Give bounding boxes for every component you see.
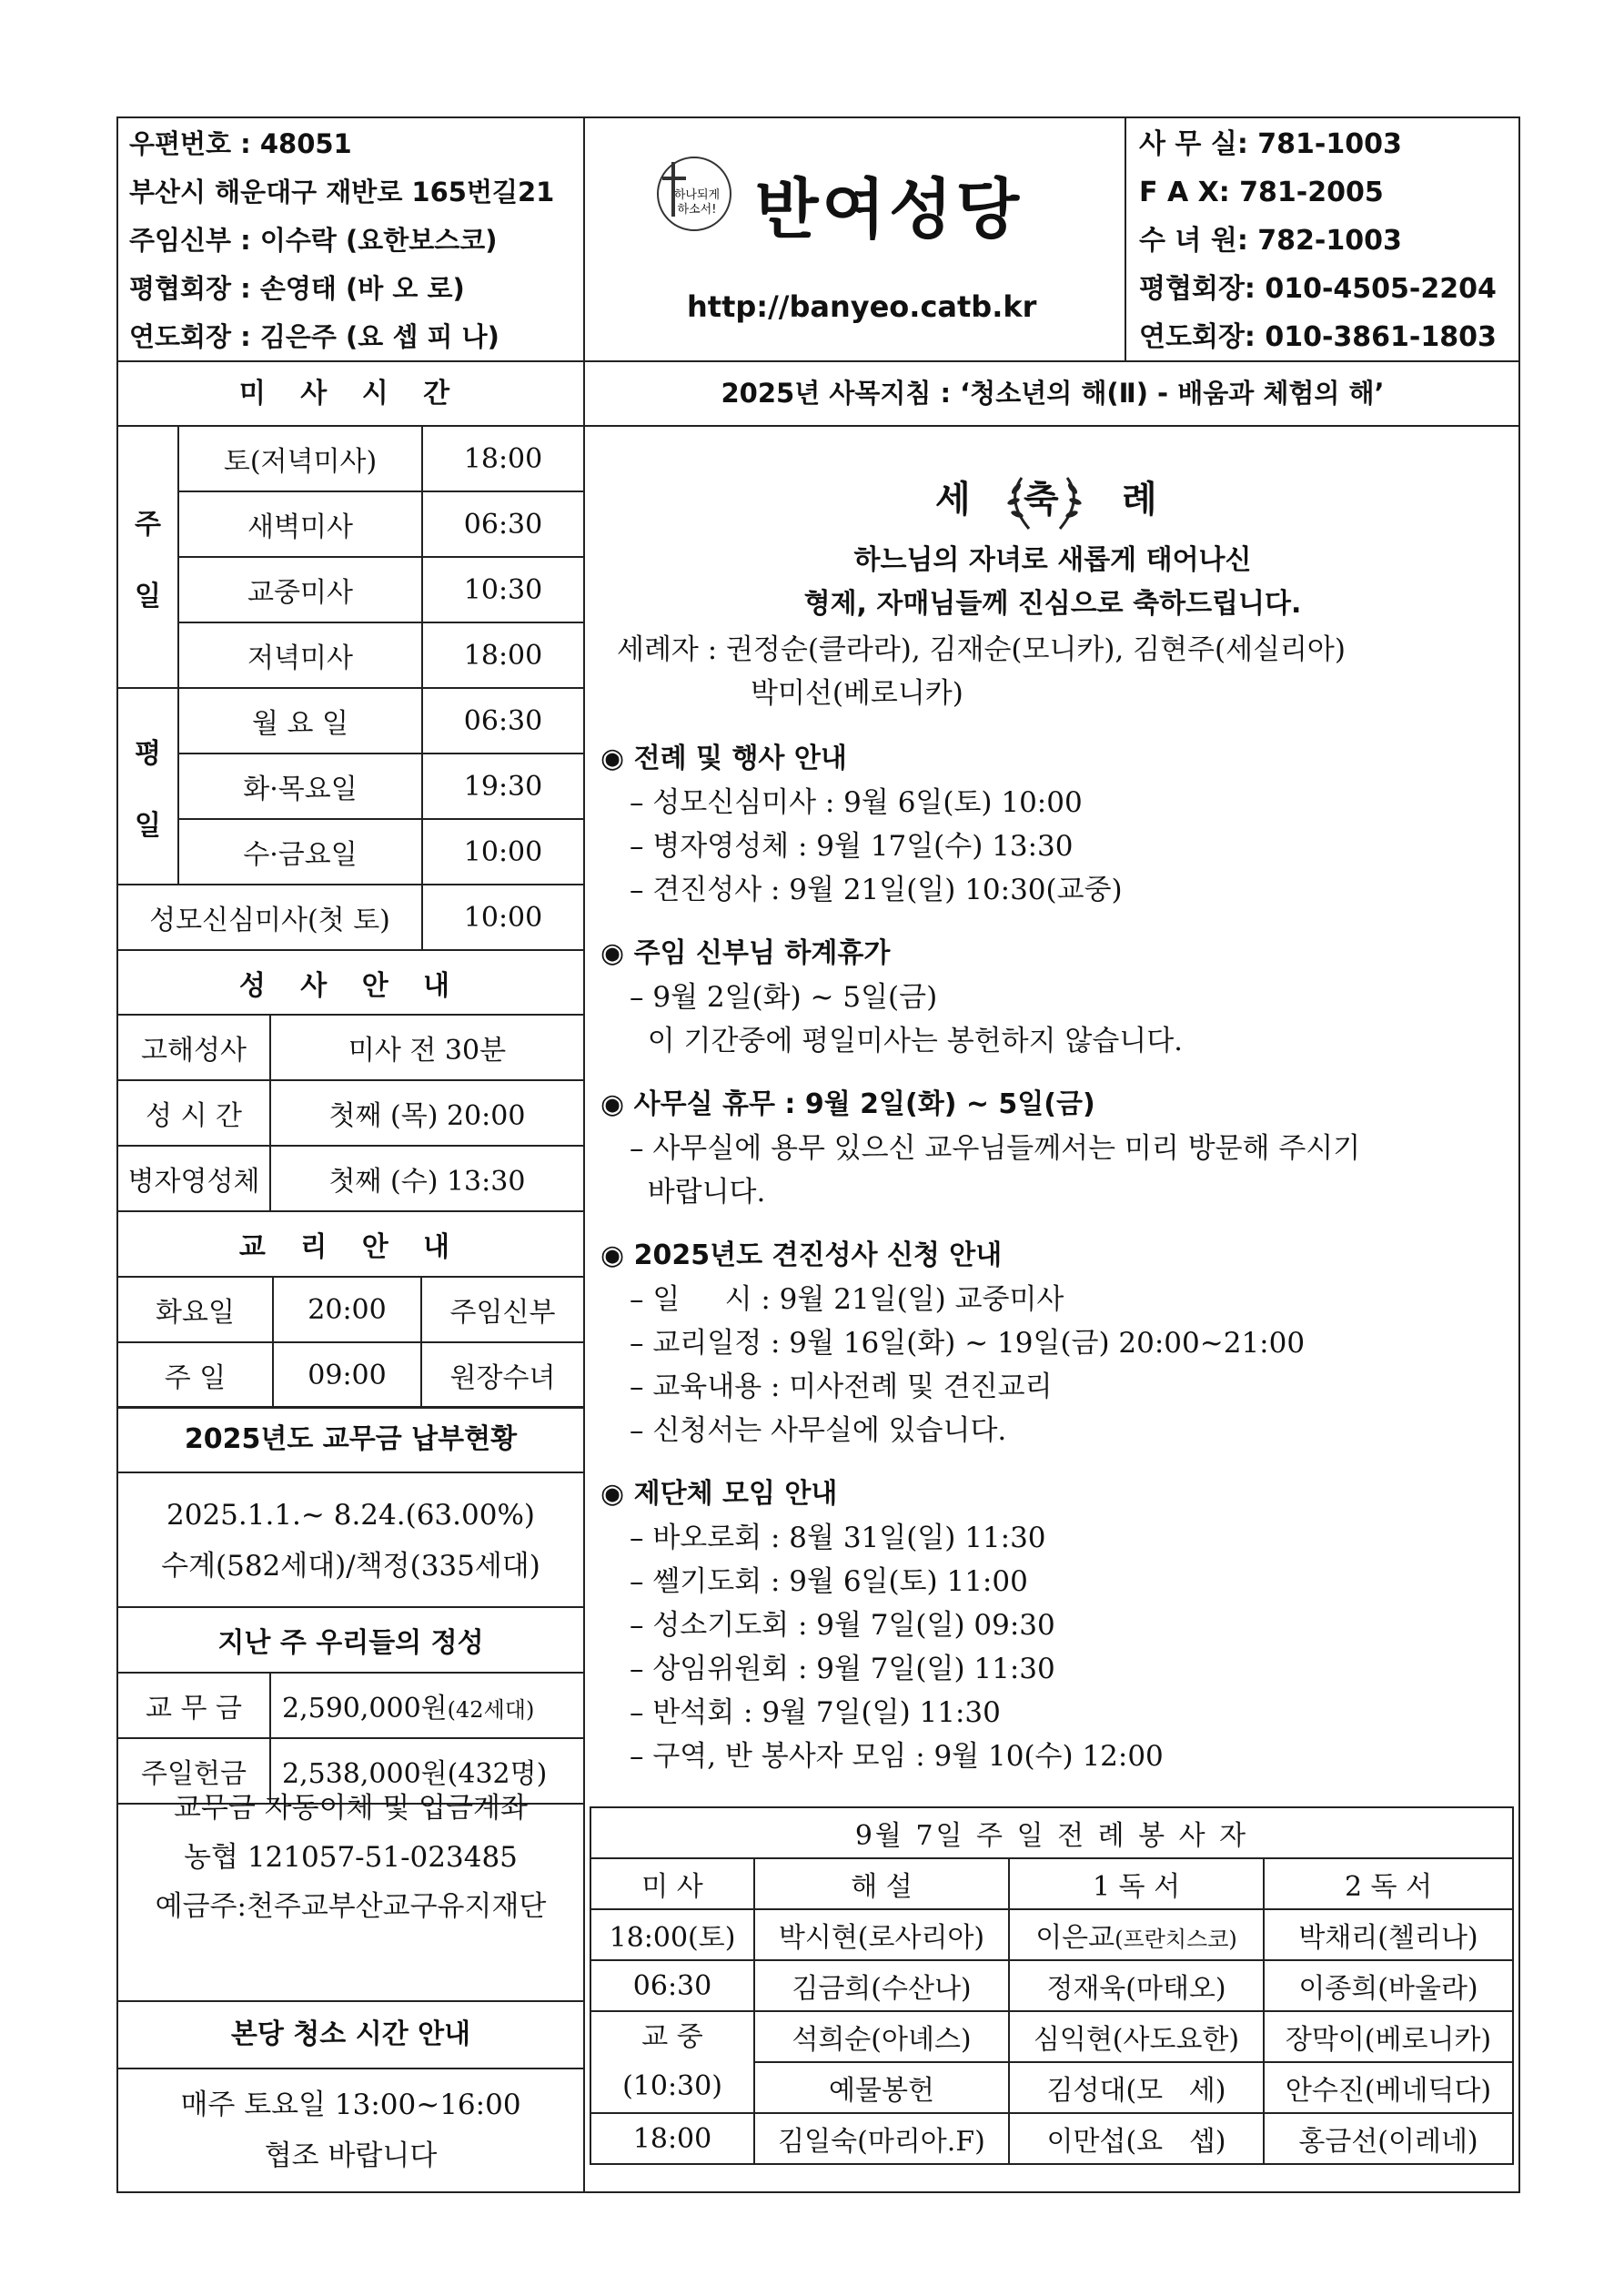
reader2-cell: 홍금선(이레네) bbox=[1264, 2113, 1513, 2164]
commentator-cell: 석희순(아녜스) bbox=[754, 2011, 1009, 2062]
notice-title: ◉ 2025년도 견진성사 신청 안내 bbox=[600, 1239, 1003, 1271]
notice-line: – 9월 2일(화) ~ 5일(금) bbox=[630, 981, 938, 1014]
notice-line: – 교육내용 : 미사전례 및 견진교리 bbox=[630, 1371, 1053, 1403]
convent-phone: 수 녀 원: 782-1003 bbox=[1139, 225, 1402, 257]
council-phone: 평협회장: 010-4505-2204 bbox=[1139, 273, 1497, 305]
offering-name: 주일헌금 bbox=[117, 1738, 270, 1804]
congrats-left: 세 bbox=[935, 479, 971, 521]
postal-code: 우편번호 : 48051 bbox=[129, 128, 352, 159]
cleaning-info bbox=[118, 2079, 583, 2181]
mass-time: 06:30 bbox=[422, 688, 584, 754]
sacrament-value: 미사 전 30분 bbox=[270, 1015, 584, 1080]
cleaning-title: 본당 청소 시간 안내 bbox=[230, 2018, 471, 2050]
notice-liturgy bbox=[600, 737, 1510, 912]
church-info bbox=[129, 120, 554, 361]
reader2-cell: 안수진(베네딕다) bbox=[1264, 2062, 1513, 2113]
mass-name: 수·금요일 bbox=[178, 819, 422, 885]
notice-list bbox=[600, 737, 1510, 1778]
reader1-cell: 김성대(모 세) bbox=[1009, 2062, 1264, 2113]
mass-time: 10:30 bbox=[422, 557, 584, 622]
mass-name: 토(저녁미사) bbox=[178, 426, 422, 491]
congrats-line: 형제, 자매님들께 진심으로 축하드립니다. bbox=[803, 588, 1302, 620]
catechism-table bbox=[116, 1210, 585, 1409]
notice-line: – 바오로회 : 8월 31일(일) 11:30 bbox=[630, 1522, 1046, 1554]
mass-cell: 06:30 bbox=[590, 1960, 754, 2011]
mass-time: 10:00 bbox=[422, 819, 584, 885]
mass-time: 06:30 bbox=[422, 491, 584, 557]
fax: F A X: 781-2005 bbox=[1139, 177, 1384, 208]
address: 부산시 해운대구 재반로 165번길21 bbox=[129, 177, 555, 207]
reader1-cell: 정재욱(마태오) bbox=[1009, 1960, 1264, 2011]
notice-line: – 신청서는 사무실에 있습니다. bbox=[630, 1414, 1007, 1447]
mass-time: 18:00 bbox=[422, 426, 584, 491]
reader1-cell: 이은교(프란치스코) bbox=[1009, 1909, 1264, 1960]
mass-name: 교중미사 bbox=[178, 557, 422, 622]
sacraments-title: 성 사 안 내 bbox=[117, 950, 584, 1015]
notice-office bbox=[600, 1083, 1510, 1214]
congrats-right: 례 bbox=[1122, 479, 1157, 521]
account-info bbox=[118, 1784, 583, 1931]
notice-line: – 반석회 : 9월 7일(일) 11:30 bbox=[630, 1696, 1001, 1729]
mass-name: 저녁미사 bbox=[178, 622, 422, 688]
mass-cell: 18:00(토) bbox=[590, 1909, 754, 1960]
dues-info bbox=[118, 1490, 583, 1592]
reader2-cell: 이종희(바울라) bbox=[1264, 1960, 1513, 2011]
mass-name: 새벽미사 bbox=[178, 491, 422, 557]
notice-line: – 성모신심미사 : 9월 6일(토) 10:00 bbox=[630, 786, 1083, 819]
col-header: 1 독 서 bbox=[1009, 1858, 1264, 1909]
sacraments-table bbox=[116, 949, 585, 1212]
notice-line: – 견진성사 : 9월 21일(일) 10:30(교중) bbox=[630, 874, 1123, 906]
baptized-list: 세례자 : 권정순(클라라), 김재순(모니카), 김현주(세실리아) bbox=[617, 633, 1346, 666]
notice-line: 바랍니다. bbox=[630, 1176, 766, 1209]
notice-line: – 사무실에 용무 있으신 교우님들께서는 미리 방문해 주시기 bbox=[630, 1132, 1361, 1165]
mass-cell: 교 중 (10:30) bbox=[590, 2011, 754, 2113]
notice-title: ◉ 제단체 모임 안내 bbox=[600, 1478, 838, 1510]
dues-period: 2025.1.1.~ 8.24.(63.00%) bbox=[166, 1499, 535, 1532]
servers-table bbox=[590, 1806, 1514, 2165]
dues-title: 2025년도 교무금 납부현황 bbox=[184, 1423, 518, 1455]
mass-name: 화·목요일 bbox=[178, 754, 422, 819]
reader2-cell: 박채리(첼리나) bbox=[1264, 1909, 1513, 1960]
notice-title: ◉ 전례 및 행사 안내 bbox=[600, 743, 847, 774]
reader2-cell: 장막이(베로니카) bbox=[1264, 2011, 1513, 2062]
sacrament-value: 첫째 (수) 13:30 bbox=[270, 1146, 584, 1211]
col-header: 미 사 bbox=[590, 1858, 754, 1909]
reader1-cell: 심익현(사도요한) bbox=[1009, 2011, 1264, 2062]
header-divider bbox=[1125, 116, 1126, 362]
church-name: 반여성당 bbox=[755, 171, 1024, 248]
notice-line: – 일 시 : 9월 21일(일) 교중미사 bbox=[630, 1283, 1064, 1316]
council-head: 평협회장 : 손영태 (바 오 로) bbox=[129, 273, 465, 304]
cleaning-note: 협조 바랍니다 bbox=[264, 2139, 438, 2172]
catechism-day: 주 일 bbox=[117, 1342, 273, 1408]
notice-title: ◉ 주임 신부님 하계휴가 bbox=[600, 937, 891, 969]
table-row bbox=[590, 1960, 1513, 2011]
notice-vacation bbox=[600, 932, 1510, 1063]
church-logo bbox=[653, 153, 735, 235]
sacrament-value: 첫째 (목) 20:00 bbox=[270, 1080, 584, 1146]
svg-text:하소서!: 하소서! bbox=[677, 203, 717, 217]
pastor: 주임신부 : 이수락 (요한보스코) bbox=[129, 225, 498, 256]
congrats-message bbox=[585, 539, 1520, 626]
first-saturday-mass: 성모신심미사(첫 토) bbox=[117, 885, 422, 950]
notice-line: – 상임위원회 : 9월 7일(일) 11:30 bbox=[630, 1653, 1055, 1685]
reader1-cell: 이만섭(요 셉) bbox=[1009, 2113, 1264, 2164]
rule bbox=[116, 2068, 585, 2069]
commentator-cell: 박시현(로사리아) bbox=[754, 1909, 1009, 1960]
notice-line: – 성소기도회 : 9월 7일(일) 09:30 bbox=[630, 1609, 1055, 1642]
offering-table bbox=[116, 1606, 585, 1805]
first-saturday-time: 10:00 bbox=[422, 885, 584, 950]
notice-meetings bbox=[600, 1472, 1510, 1778]
offertory-cell: 예물봉헌 bbox=[754, 2062, 1009, 2113]
commentator-cell: 김금희(수산나) bbox=[754, 1960, 1009, 2011]
contact-info bbox=[1139, 120, 1497, 361]
account-holder: 예금주:천주교부산교구유지재단 bbox=[155, 1890, 547, 1923]
sunday-label: 주 일 bbox=[117, 426, 178, 688]
cleaning-time: 매주 토요일 13:00~16:00 bbox=[180, 2089, 521, 2121]
sacrament-name: 고해성사 bbox=[117, 1015, 270, 1080]
mass-time: 19:30 bbox=[422, 754, 584, 819]
mass-cell: 18:00 bbox=[590, 2113, 754, 2164]
offering-name: 교 무 금 bbox=[117, 1673, 270, 1738]
notice-line: 이 기간중에 평일미사는 봉헌하지 않습니다. bbox=[630, 1025, 1184, 1057]
congrats-line: 하느님의 자녀로 새롭게 태어나신 bbox=[853, 544, 1252, 576]
rule bbox=[116, 1472, 585, 1473]
catechism-title: 교 리 안 내 bbox=[117, 1211, 584, 1277]
offering-value: 2,590,000원(42세대) bbox=[270, 1673, 584, 1738]
mass-times-title: 미 사 시 간 bbox=[238, 378, 463, 410]
servers-title: 9월 7일 주 일 전 례 봉 사 자 bbox=[590, 1807, 1513, 1858]
account-number: 농협 121057-51-023485 bbox=[184, 1841, 518, 1874]
mass-time: 18:00 bbox=[422, 622, 584, 688]
legion-head: 연도회장 : 김은주 (요 셉 피 나) bbox=[129, 321, 499, 352]
congrats-heading bbox=[585, 460, 1520, 541]
notice-line: – 교리일정 : 9월 16일(화) ~ 19일(금) 20:00~21:00 bbox=[630, 1327, 1306, 1360]
church-url[interactable]: http://banyeo.catb.kr bbox=[687, 289, 1037, 324]
commentator-cell: 김일숙(마리아.F) bbox=[754, 2113, 1009, 2164]
mass-name: 월 요 일 bbox=[178, 688, 422, 754]
mass-times-table bbox=[116, 425, 585, 951]
catechism-time: 09:00 bbox=[273, 1342, 421, 1408]
congrats-center: 축 bbox=[1024, 479, 1059, 521]
offering-value: 2,538,000원(432명) bbox=[270, 1738, 584, 1804]
pastoral-theme: 2025년 사목지침 : ‘청소년의 해(Ⅱ) - 배움과 체험의 해’ bbox=[721, 378, 1385, 409]
svg-text:하나되게: 하나되게 bbox=[673, 188, 721, 202]
notice-line: – 구역, 반 봉사자 모임 : 9월 10(수) 12:00 bbox=[630, 1740, 1164, 1773]
catechism-day: 화요일 bbox=[117, 1277, 273, 1342]
notice-line: – 병자영성체 : 9월 17일(수) 13:30 bbox=[630, 830, 1074, 863]
weekday-label: 평 일 bbox=[117, 688, 178, 885]
legion-phone: 연도회장: 010-3861-1803 bbox=[1139, 321, 1497, 353]
catechism-teacher: 주임신부 bbox=[421, 1277, 584, 1342]
account-title: 교무금 자동이체 및 입금계좌 bbox=[174, 1792, 528, 1825]
offering-title: 지난 주 우리들의 정성 bbox=[117, 1607, 584, 1673]
notice-confirmation bbox=[600, 1234, 1510, 1452]
table-row bbox=[590, 1909, 1513, 1960]
table-row bbox=[590, 2011, 1513, 2062]
notice-line: – 쎌기도회 : 9월 6일(토) 11:00 bbox=[630, 1565, 1028, 1598]
sacrament-name: 병자영성체 bbox=[117, 1146, 270, 1211]
table-row bbox=[590, 2113, 1513, 2164]
catechism-teacher: 원장수녀 bbox=[421, 1342, 584, 1408]
col-header: 2 독 서 bbox=[1264, 1858, 1513, 1909]
notice-title: ◉ 사무실 휴무 : 9월 2일(화) ~ 5일(금) bbox=[600, 1088, 1095, 1120]
baptized-list-cont: 박미선(베로니카) bbox=[751, 677, 963, 710]
col-header: 해 설 bbox=[754, 1858, 1009, 1909]
dues-households: 수계(582세대)/책정(335세대) bbox=[161, 1550, 540, 1583]
office-phone: 사 무 실: 781-1003 bbox=[1139, 128, 1402, 160]
catechism-time: 20:00 bbox=[273, 1277, 421, 1342]
sacrament-name: 성 시 간 bbox=[117, 1080, 270, 1146]
